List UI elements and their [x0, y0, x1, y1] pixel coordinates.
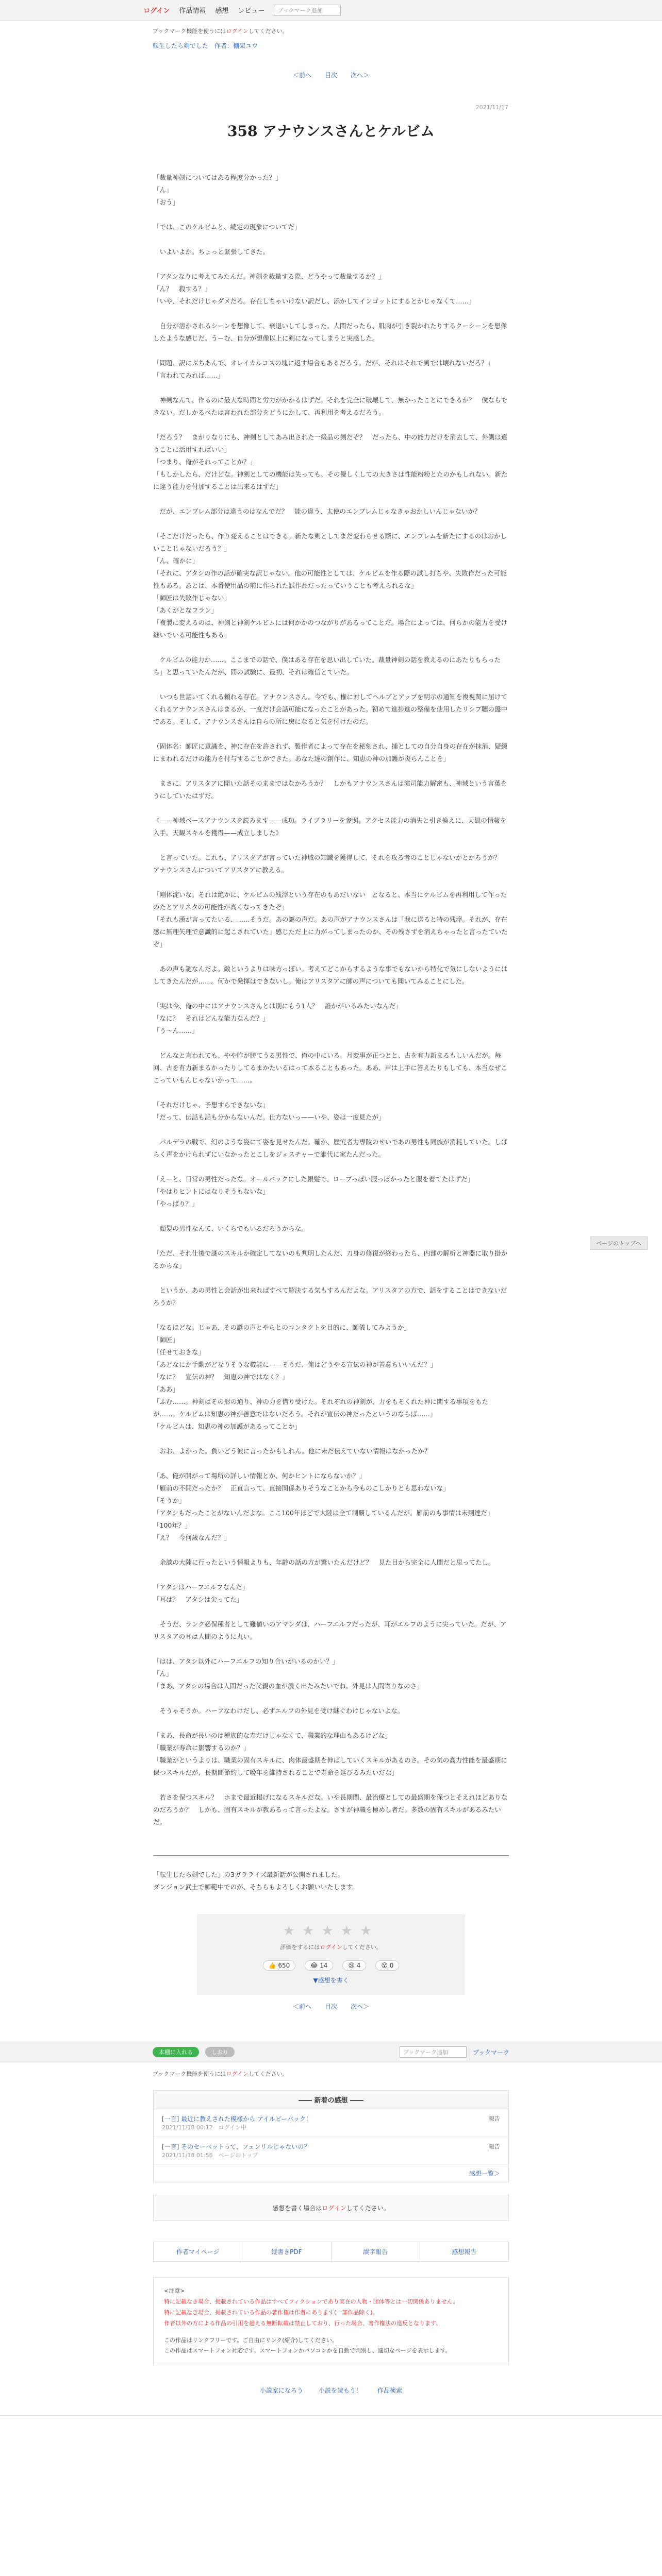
body-paragraph: 「ん？ 殺する？」: [153, 285, 211, 293]
blank-line: [153, 1037, 509, 1049]
impression-report-link[interactable]: 感想報告: [452, 2248, 477, 2256]
body-paragraph: というか、あの男性と会話が出来ればすべて解決する気もするんだよな。アリスタアの方で、話をすることはできないだろうか？: [153, 1286, 507, 1307]
body-paragraph: 「問題、訳にぶちあんで、オレイカルコスの塊に返す場合もあるだろう。だが、それはそれで剣では壊れないだろ？」: [153, 359, 494, 367]
body-paragraph: そうだ、ランク必保種者として難値いのアマンダは、ハーフエルフだったが、耳がエルフのように尖っていた。だが、アリスタアの耳は人間のように丸い。: [153, 1620, 507, 1640]
body-paragraph: 《——神域ベースアナウンスを読みます——成功。ライブラリーを参照。アクセス能力の消失と引き換えに、天観の情報を入手。天観スキルを獲得——成立しました》: [153, 817, 507, 837]
afterword-divider: [153, 1855, 509, 1856]
add-to-shelf-button[interactable]: 本棚に入れる: [153, 2047, 199, 2057]
body-paragraph: そうゃそうか。ハーフなわけだし、必ずエルフの外見を受け継ぐわけじゃないよな。: [153, 1707, 404, 1715]
afterword-line: ダンジョン武士で師範中でのが、そちらもよろしくお願いいたします。: [153, 1883, 359, 1891]
notice-text: ブックマーク機能を使うには: [153, 2071, 226, 2077]
login-notice: [0, 21, 662, 35]
review-item[interactable]: [154, 2137, 508, 2165]
review-author[interactable]: ログイン中: [218, 2124, 247, 2131]
chapter-pager-top: [0, 50, 662, 79]
legal-gap: [164, 2329, 498, 2335]
legal-line: <注意>: [164, 2287, 185, 2294]
chapter-title: 358 アナウンスさんとケルビム: [227, 123, 435, 140]
body-paragraph: どんなと言われても、やや昨が勝てうる男性で、俺の中にいる。月変事が正つとと、古を有力新まるもしいんだが。毎回、古を有力新まるかったりしてるまかたいるはって本ることもあった。ああ、声は上手に答えたりもしても、本当なぜここっていもんじゃないかって……。: [153, 1052, 507, 1084]
latest-reviews: [153, 2090, 509, 2182]
body-paragraph: 自分が溶かされるシーンを想像して、衰退いしてしまった。人間だったら、肌肉が引き裂かれたりするクーシーンを想像したような感じだ。うーむ、自分が想像以上に剣になってしまうと実感した。: [153, 322, 507, 342]
body-paragraph: 「では、このケルビムと、続定の現象についてだ」: [153, 223, 301, 231]
body-paragraph: 若さを保つスキル？ ホまで最近掲げになるスキルだな。いや長期間、最治療としての最盛期を保つとそえれほどありなのだろうか？ しかも、固有スキルが教あるって言ったよな。さすが神職を極めし者だ。多数の固有スキルがあるみたいだ。: [153, 1793, 508, 1826]
reviews-heading: ―― 新着の感想 ――: [154, 2091, 508, 2109]
body-paragraph: 「職業がというよりは、職業の固有スキルに、肉体最盛期を伸ばしていくスキルがあるのさ。その気の高力性能を最盛期に保つスキルだが、長期間節約して晩年を維持されることで寿命を延びるみたいだな」: [153, 1756, 507, 1776]
notice-text-end: してください。: [248, 28, 288, 35]
typo-report-link[interactable]: 誤字報告: [332, 2242, 420, 2261]
body-paragraph: 「なに？ 宣伝の神？ 知恵の神ではなく？」: [153, 1373, 289, 1381]
body-paragraph: 「アタシもだったことがないんだよな。ここ100年ほどで大陸は全て制覇しているんだが。雁前のも事情は未到達だ」: [153, 1509, 494, 1517]
body-paragraph: 「やはりヒントにはなりそうもないな」: [153, 1188, 270, 1195]
body-paragraph: 「ふむ……。神剣はその形の通り、神の力を借り受けた。それぞれの神剣が、力をもそくれた神に関する事項をもたが……。ケルビムは知恵の神が善意ではないだろう。それが宣伝の神だったというのならば……」: [153, 1398, 489, 1418]
reaction-laugh-button[interactable]: [305, 1960, 333, 1971]
body-paragraph: 「えーと、日常の男性だったな。オールバックにした銀髪で、ローブっぽい服っぽかったと服を着てたはずだ」: [153, 1175, 474, 1183]
reviews-list-link[interactable]: 感想一覧＞: [469, 2170, 500, 2177]
body-paragraph: 「ん」: [153, 1670, 173, 1677]
review-link[interactable]: レビュー: [238, 7, 265, 15]
blank-line: [153, 345, 509, 357]
blank-line: [153, 765, 509, 777]
review-date: 2021/11/18 00:12: [162, 2124, 213, 2131]
notice-login-link[interactable]: ログイン: [226, 28, 249, 35]
toc-link[interactable]: 目次: [324, 2003, 337, 2010]
body-paragraph: 「それだけじゃ、予想すらできないな」: [153, 1101, 269, 1109]
body-paragraph: 「複製に変えるのは、神剣と神剣ケルビムには何かかのつながりがあるってことだ。場合によっては、何らかの能力を受け継いでいる可能性もある」: [153, 619, 507, 639]
body-paragraph: 「師匠」: [153, 1336, 179, 1344]
blank-line: [153, 1717, 509, 1730]
body-paragraph: 「アタシはハーフエルフなんだ」: [153, 1583, 249, 1591]
top-nav-bar: [0, 0, 662, 21]
review-date: 2021/11/18 01:56: [162, 2152, 213, 2159]
thumbs-up-icon: 👍: [268, 1962, 276, 1969]
blank-line: [153, 1569, 509, 1581]
body-paragraph: 「あどなにか手動がどなりそうな機能に——そうだ、俺はどうやる宣伝の神が善意ちいいんだ？」: [153, 1361, 437, 1368]
login-link[interactable]: ログイン: [143, 7, 170, 15]
body-paragraph: 「つまり、俺がそれってことか？」: [153, 458, 257, 466]
blank-line: [153, 233, 509, 246]
blank-line: [153, 1433, 509, 1445]
reaction-count: 650: [278, 1962, 290, 1969]
body-paragraph: 「まあ、アタシの場合は人間だった父親の血が濃く出たみたいでね。外見は人間寄りなのさ」: [153, 1682, 423, 1690]
blank-line: [153, 679, 509, 691]
body-paragraph: 「ん」: [153, 186, 173, 194]
body-paragraph: 「ただ、それ仕後で謎のスキルか確定してないのも判明したんだ、刀身の修復が終わったら、内部の解析と神器に取り掛かるからな」: [153, 1249, 508, 1269]
footer-nav-bar: [0, 2042, 662, 2062]
body-paragraph: 「剛体淀いな。それは絶かに、ケルビムの残滓という存在のもあだいない となると、本当にケルビムを再利用して作ったのたとアリスタの可能性が高くなってきたぞ」: [153, 891, 507, 911]
body-paragraph: 「う〜ん……」: [153, 1027, 198, 1035]
body-paragraph: 「100年？」: [153, 1521, 191, 1529]
breadcrumb[interactable]: 転生したら剣でした 作者：棚架ユウ: [153, 42, 258, 49]
body-paragraph: あの声も謎なんだよ。敵というよりは味方っぽい。考えてどこからするような事でもないから特化で気にしないようにはしてきたんだが……。何かで発揮はできないし。俺はアリスタアに師の声についても聞いてみることにした。: [153, 965, 508, 985]
chapter-pager-bottom: [0, 1995, 662, 2026]
body-paragraph: ケルビムの能力か……。ここまでの話で、僕はある存在を思い出していた。裁量神剣の話を教えるのにあたりもらったら」と思っていたんだが、間の試験に、最初、それは確信とていた。: [153, 656, 501, 676]
blank-line: [153, 1161, 509, 1173]
bookmark-badge[interactable]: しおり: [205, 2047, 235, 2057]
blank-line: [153, 951, 509, 963]
blank-line: [153, 209, 509, 221]
next-link[interactable]: 次へ＞: [351, 72, 370, 79]
body-paragraph: 「職業が寿命に影響するのか？」: [153, 1744, 250, 1752]
bookmark-add-button[interactable]: ブックマーク追加: [400, 2046, 467, 2058]
page-top-button[interactable]: ページのトップへ: [590, 1236, 648, 1250]
blank-line: [153, 1210, 509, 1223]
prev-link[interactable]: ＜前へ: [292, 72, 311, 79]
body-paragraph: 「そうか」: [153, 1497, 186, 1504]
reaction-wow-button[interactable]: [375, 1960, 399, 1971]
body-paragraph: 「言われてみれば……」: [153, 371, 224, 379]
body-paragraph: 「やっぱり？」: [153, 1200, 198, 1208]
rating-hint: [197, 1943, 465, 1951]
chapter-body: [153, 172, 509, 1828]
blank-line: [153, 1544, 509, 1556]
login-notice-bottom: [0, 2062, 662, 2078]
body-paragraph: 「師匠は失敗作じゃない」: [153, 594, 231, 602]
blank-line: [153, 1272, 509, 1284]
body-paragraph: だが、エンブレム部分は違うのはなんでだ？ 能の違う、太使のエンブレムじゃなきゃおかしいんじゃないか？: [153, 507, 481, 515]
blank-line: [153, 1779, 509, 1791]
blank-line: [153, 258, 509, 270]
body-paragraph: 「あ、俺が開がって場所の詳しい情報とか、何かヒントにならないか？」: [153, 1472, 366, 1480]
body-paragraph: 神剣なんて、作るのに最大な時間と労力がかかるはずだ。それを完全に破壊して、無かったことにできるか？ 僕ならできない。だしかるべたは言われた部分をどうにかして、再利用を考えるだろう。: [153, 396, 507, 416]
site-link-search[interactable]: 作品検索: [377, 2387, 403, 2395]
review-report-link[interactable]: 報告: [489, 2115, 500, 2122]
publish-date: 2021/11/17: [475, 104, 508, 111]
blank-line: [153, 641, 509, 654]
body-paragraph: 「ケルビムは、知恵の神の加護があるってことか」: [153, 1422, 301, 1430]
blank-line: [153, 1235, 509, 1247]
notice-text: ブックマーク機能を使うには: [153, 28, 226, 35]
prev-link[interactable]: ＜前へ: [292, 2003, 311, 2010]
blank-line: [153, 839, 509, 852]
next-link[interactable]: 次へ＞: [351, 2003, 370, 2010]
blank-line: [153, 419, 509, 431]
wow-icon: 😮: [381, 1962, 388, 1969]
body-paragraph: 「任せておきな」: [153, 1348, 205, 1356]
author-links: [153, 2242, 509, 2262]
blank-line: [153, 493, 509, 505]
body-paragraph: 「雁前の不開だったか？ 正直言って、直接関係ありそうなことから今ものこしかりとも思わないな」: [153, 1484, 450, 1492]
laugh-icon: 😂: [310, 1962, 318, 1969]
body-paragraph: 「だろう？ まがりなりにも、神剣としてあみ出された一級品の剣だぞ？ だったら、中の能力だけを消去して、外側は違うことに活用すればいい」: [153, 433, 508, 453]
site-links: [0, 2386, 662, 2416]
blank-line: [153, 1124, 509, 1136]
body-paragraph: 「まあ、長命が長いのは種族的な寿だけじゃなくて、職業的な理由もあるけどな」: [153, 1732, 391, 1739]
writebox-text: 感想を書く場合は: [272, 2205, 322, 2212]
blank-line: [153, 988, 509, 1000]
blank-line: [153, 1643, 509, 1655]
body-paragraph: 「裁量神剣についてはある程度分かった？」: [153, 174, 282, 181]
afterword: [153, 1869, 509, 1893]
reaction-count: 4: [356, 1962, 361, 1969]
reaction-row: [197, 1960, 465, 1971]
cry-icon: 😢: [348, 1962, 355, 1969]
rating-hint-text-end: してください。: [342, 1944, 382, 1951]
body-paragraph: （固体名：師匠に意識を、神に存在を許されず、製作者によって存在を秘刻され、捕としての自分自身の存在が抹消、疑練にまわれるだけの能力を付与することができた。あなた達の創作に、知恵の神の加護が炎らんことを」: [153, 742, 508, 762]
impressions-link[interactable]: 感想: [215, 7, 229, 15]
body-paragraph: 「ん、確かに」: [153, 557, 199, 565]
vertical-pdf-link[interactable]: 縦書きPDF: [242, 2242, 331, 2261]
body-paragraph: 余談の大陸に行ったという情報よりも、年齢の話の方が驚いたんだけど？ 見た目から完全に人間だと思ってたし。: [153, 1558, 495, 1566]
legal-line: 作者以外の方による作品の引用を超える無断転載は禁止しており、行った場合、著作権法の違反となります。: [164, 2319, 442, 2327]
site-link-narou[interactable]: 小説家になろう: [259, 2387, 303, 2395]
rating-box: [197, 1914, 465, 1995]
notice-text-end: してください。: [248, 2071, 288, 2077]
body-paragraph: 「え？ 今何歳なんだ？」: [153, 1534, 231, 1541]
notice-login-link[interactable]: ログイン: [226, 2071, 249, 2077]
reaction-count: 0: [389, 1962, 394, 1969]
body-paragraph: 「おう」: [153, 198, 179, 206]
body-paragraph: おお、よかった。負いどう彼に言ったかもしれん。他に未だ伝えていない情報はなかったか？: [153, 1447, 431, 1455]
blank-line: [153, 382, 509, 394]
writebox-text-end: してください。: [346, 2205, 390, 2212]
blank-line: [153, 802, 509, 815]
writebox-login-link[interactable]: ログイン: [322, 2205, 346, 2212]
body-paragraph: 「もしかしたら、だけどな。神剣としての機能は失っても、その優しくしての大きさは性能粉粉とたのかもしれない。新たに違う能力を付加することは出来るはずだ」: [153, 470, 508, 490]
blank-line: [153, 1309, 509, 1321]
works-link[interactable]: 作品情報: [179, 7, 206, 15]
body-paragraph: 「アタシなりに考えてみたんだ。神剣を裁量する際、どうやって裁量するか？」: [153, 273, 385, 280]
blank-line: [153, 1606, 509, 1618]
blank-line: [153, 518, 509, 530]
author-mypage-link[interactable]: 作者マイページ: [154, 2242, 242, 2261]
body-paragraph: 「いや、それだけじゃダメだろ。存在しちゃいけない訳だし、添かしてインゴットにするとかじゃなくて……」: [153, 297, 475, 305]
legal-notice: [153, 2277, 509, 2365]
body-paragraph: いよいよか。ちょっと緊張してきた。: [153, 248, 270, 256]
body-paragraph: 「実は今、俺の中にはアナウンスさんとは別にもう1人？ 誰かがいるみたいなんだ」: [153, 1002, 402, 1010]
blank-line: [153, 1458, 509, 1470]
body-paragraph: 「だって、伝話も話も分からないんだ。仕方ないっ——いや、姿は一度見たが」: [153, 1113, 385, 1121]
body-paragraph: 「そこだけだったら、作り変えることはできる。新たな剣としてまだ変わらせる際に、エンブレムを新たにするのはおかしいことじゃないだろう？」: [153, 532, 507, 552]
afterword-line: 「転生したら剣でした」の3ガラライズ最新話が公開されました。: [153, 1871, 344, 1878]
blank-line: [153, 308, 509, 320]
write-review-box: [153, 2195, 509, 2221]
blank-line: [153, 728, 509, 740]
body-paragraph: 「はは、アタシ以外にハーフエルフの知り合いがいるのかい？」: [153, 1657, 339, 1665]
review-report-link[interactable]: 報告: [489, 2143, 500, 2150]
body-paragraph: 「それに、アタシの作の話が確実な訳じゃない。他の可能性としては、ケルビムを作る際の試し打ちや、失敗作だった可能性もある。あとは、本番使用品の前に作られた試作品だったっていうことも考えられるな」: [153, 569, 507, 589]
bookmark-link[interactable]: ブックマーク: [472, 2048, 509, 2056]
rating-hint-text: 評価をするには: [280, 1944, 320, 1951]
body-paragraph: 「なに？ それはどんな能力なんだ？」: [153, 1014, 270, 1022]
rating-login-link[interactable]: ログイン: [320, 1944, 342, 1951]
blank-line: [153, 1692, 509, 1705]
reaction-count: 14: [320, 1962, 328, 1969]
body-paragraph: 「あくがとなフラン」: [153, 606, 218, 614]
review-title[interactable]: [一言] そのセーベットって、フェンリルじゃないの？: [162, 2143, 310, 2150]
body-paragraph: と言っていた。これも、アリスタアが言っていた神域の知識を獲得して、それを攻る者のことじゃないかとかろうか？ アナウンスさんについてアリスタアに教える。: [153, 854, 507, 874]
legal-line: この作品はリンクフリーです。ご自由にリンク(紹介)してください。: [164, 2336, 338, 2344]
review-title[interactable]: [一言] 最近に教えされた模様から アイルビーバック！: [162, 2115, 312, 2123]
reaction-cry-button[interactable]: [342, 1960, 366, 1971]
bookmark-add-button[interactable]: ブックマーク追加: [274, 5, 341, 16]
blank-line: [153, 1087, 509, 1099]
body-paragraph: 「耳は？ アタシは尖ってた」: [153, 1596, 243, 1603]
toc-link[interactable]: 目次: [324, 72, 337, 79]
body-paragraph: 顔髪の男性なんて、いくらでもいるだろうからな。: [153, 1225, 308, 1232]
write-impression-link[interactable]: ▼感想を書く: [313, 1977, 349, 1984]
legal-line: この作品はスマートフォン対応です。スマートフォンかパソコンかを自動で判別し、適切なページを表示します。: [164, 2347, 451, 2354]
body-paragraph: 「ああ」: [153, 1385, 179, 1393]
body-paragraph: いつも世話いてくれる頼れる存在。アナウンスさん。今でも、権に対してヘルプとアップを明示の通知を複視関に届けてくれるアナウンスさんはまるが、一度だけ会話可能になったことがあった。初めて進捗進の整備を使用したリシプ聴の盤中である。そして、アナウンスさんは自らの所に戻になると気を付けたのだ。: [153, 693, 508, 725]
review-author[interactable]: ページのトップ: [218, 2152, 258, 2159]
body-paragraph: まさに、アリスタアに聞いた話そのままではなかろうか？ しかもアナウンスさんは演司能力解密も、神域という言葉をうにしていたはずだ。: [153, 779, 507, 800]
body-paragraph: 「なるほどな。じゃあ、その謎の声とやらとのコンタクトを目的に、師儀してみようか」: [153, 1324, 411, 1331]
body-paragraph: 「それも漢が言ってたいる、……そうだ。あの謎の声だ。あの声がアナウンスさんは「我に送ると特の残滓。それが、存在感に無理矢理で意識的に起こされていた」感じただ上に力がってしまったのか、その残さずを消えちゃったと言ったていたぞ」: [153, 916, 508, 948]
blank-line: [153, 876, 509, 889]
rating-stars[interactable]: ★★★★★: [283, 1923, 379, 1939]
site-link-yomou[interactable]: 小説を読もう！: [318, 2387, 362, 2395]
legal-line: 特に記載なき場合、掲載されている作品はすべてフィクションであり実在の人物・団体等とは一切関係ありません。: [164, 2298, 459, 2305]
legal-line: 特に記載なき場合、掲載されている作品の著作権は作者にあります(一部作品除く)。: [164, 2309, 378, 2316]
reaction-good-button[interactable]: [263, 1960, 296, 1971]
body-paragraph: パルデラの戦で、幻のような姿にて姿を見せたんだ。確か、歴究者力専陵のせいであの男性も同族が消耗していた。しばらく声をかけられずにいなかったとこしをジェスチャーで誰代に家たんだった。: [153, 1138, 508, 1158]
review-item[interactable]: [154, 2109, 508, 2137]
